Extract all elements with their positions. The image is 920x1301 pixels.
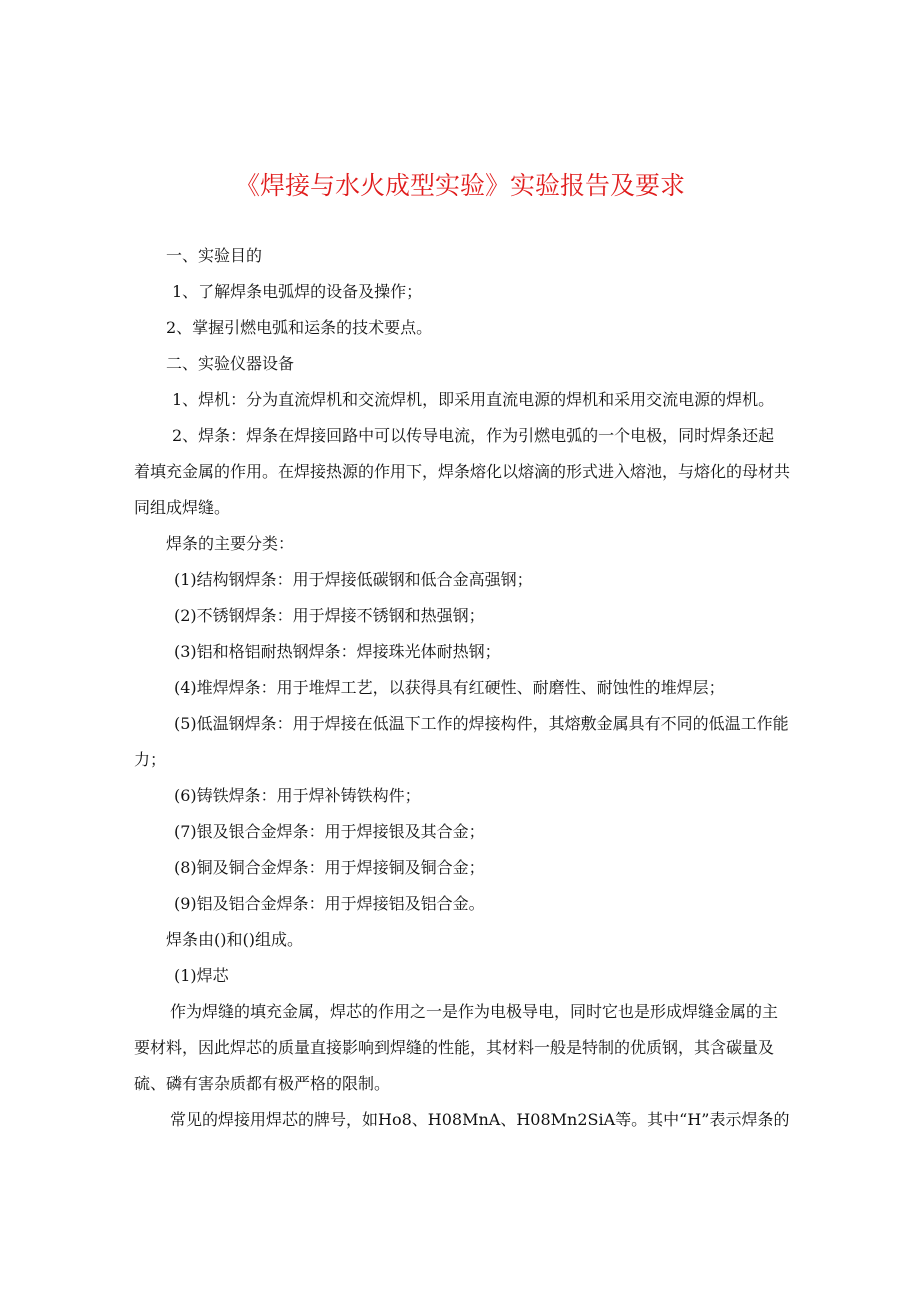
section-heading-purpose: 一、实验目的 bbox=[166, 246, 263, 265]
classification-item-6: (6)铸铁焊条：用于焊补铸铁构件； bbox=[174, 786, 421, 805]
core-wire-description: 作为焊缝的填充金属，焊芯的作用之一是作为电极导电，同时它也是形成焊缝金属的主要材料，因此焊芯的质量直接影响到焊缝的性能，其材料一般是特制的优质钢，其含碳量及硫、磷有害杂质都有极严格的限制。 bbox=[134, 1002, 779, 1093]
purpose-item-1: 1、了解焊条电弧焊的设备及操作； bbox=[172, 282, 423, 301]
section-heading-equipment: 二、实验仪器设备 bbox=[166, 354, 295, 373]
classification-item-8: (8)铜及铜合金焊条：用于焊接铜及铜合金； bbox=[174, 858, 485, 877]
classification-item-3: (3)铝和格铝耐热钢焊条：焊接珠光体耐热钢； bbox=[174, 642, 501, 661]
core-wire-heading: (1)焊芯 bbox=[174, 966, 229, 985]
electrode-composition-question: 焊条由()和()组成。 bbox=[166, 930, 303, 949]
equipment-item-electrode: 2、焊条：焊条在焊接回路中可以传导电流，作为引燃电弧的一个电极，同时焊条还起着填充金属的作用。在焊接热源的作用下，焊条熔化以熔滴的形式进入熔池，与熔化的母材共同组成焊缝。 bbox=[134, 426, 791, 517]
core-wire-grades: 常见的焊接用焊芯的牌号，如Ho8、H08MnA、H08Mn2SiA等。其中“H”表示焊条的 bbox=[170, 1110, 790, 1129]
classification-item-5: (5)低温钢焊条：用于焊接在低温下工作的焊接构件，其熔敷金属具有不同的低温工作能力； bbox=[134, 714, 789, 769]
classification-item-4: (4)堆焊焊条：用于堆焊工艺，以获得具有红硬性、耐磨性、耐蚀性的堆焊层； bbox=[174, 678, 725, 697]
electrode-classification-heading: 焊条的主要分类： bbox=[166, 534, 295, 553]
classification-item-7: (7)银及银合金焊条：用于焊接银及其合金； bbox=[174, 822, 485, 841]
classification-item-2: (2)不锈钢焊条：用于焊接不锈钢和热强钢； bbox=[174, 606, 485, 625]
document-body bbox=[134, 238, 790, 1138]
purpose-item-2: 2、掌握引燃电弧和运条的技术要点。 bbox=[166, 318, 433, 337]
equipment-item-welder: 1、焊机：分为直流焊机和交流焊机，即采用直流电源的焊机和采用交流电源的焊机。 bbox=[172, 390, 775, 409]
classification-item-1: (1)结构钢焊条：用于焊接低碳钢和低合金高强钢； bbox=[174, 570, 533, 589]
document-title: 《焊接与水火成型实验》实验报告及要求 bbox=[234, 171, 685, 200]
classification-item-9: (9)铝及铝合金焊条：用于焊接铝及铝合金。 bbox=[174, 894, 485, 913]
